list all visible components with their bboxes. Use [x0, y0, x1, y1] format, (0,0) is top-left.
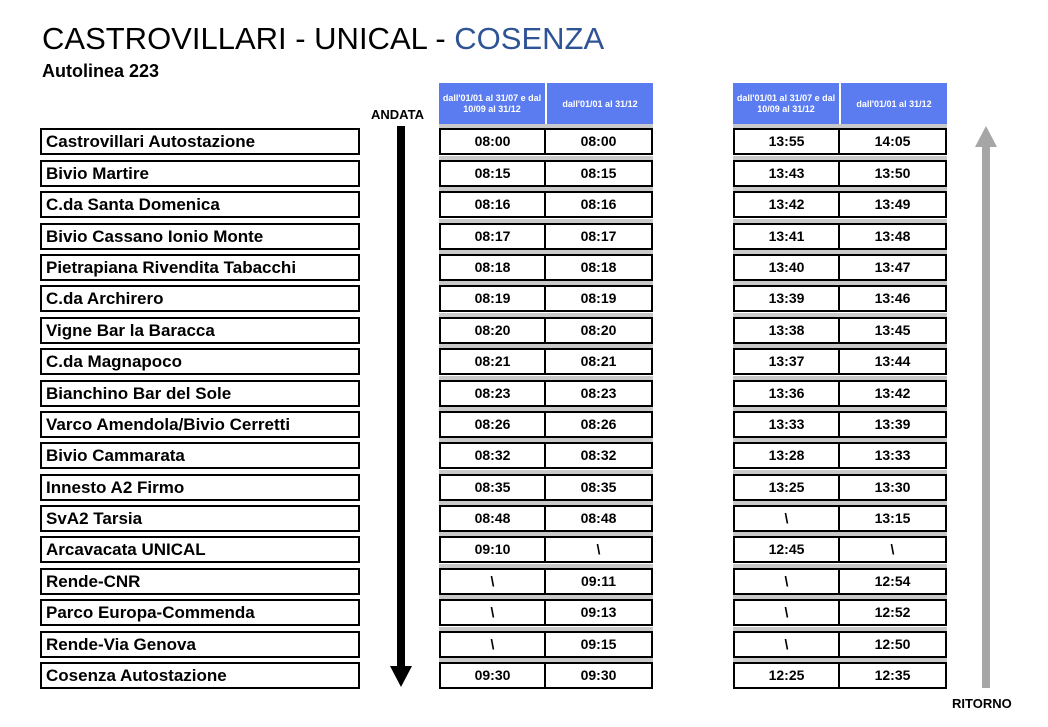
- ritorno-time-cell: 12:35: [840, 662, 947, 689]
- ritorno-time-row: [733, 438, 947, 469]
- ritorno-time-row: [733, 187, 947, 218]
- stop-row: [40, 563, 360, 594]
- andata-time-cell: 08:48: [439, 505, 546, 532]
- andata-time-row: [439, 312, 653, 343]
- stop-name: Castrovillari Autostazione: [40, 128, 360, 155]
- andata-time-cell: 08:48: [546, 505, 653, 532]
- stop-name: Arcavacata UNICAL: [40, 536, 360, 563]
- ritorno-time-cell: 13:37: [733, 348, 840, 375]
- andata-time-cell: \: [439, 599, 546, 626]
- andata-time-cell: 08:35: [546, 474, 653, 501]
- ritorno-time-cell: 12:45: [733, 536, 840, 563]
- stop-row: [40, 218, 360, 249]
- andata-time-row: [439, 218, 653, 249]
- stop-name: Rende-CNR: [40, 568, 360, 595]
- stop-list: [40, 124, 360, 689]
- ritorno-time-cell: 13:46: [840, 285, 947, 312]
- stop-row: [40, 595, 360, 626]
- stop-name: Parco Europa-Commenda: [40, 599, 360, 626]
- ritorno-time-cell: 13:39: [733, 285, 840, 312]
- andata-time-row: [439, 532, 653, 563]
- stop-row: [40, 312, 360, 343]
- stop-name: Pietrapiana Rivendita Tabacchi: [40, 254, 360, 281]
- ritorno-time-row: [733, 501, 947, 532]
- ritorno-time-cell: 13:15: [840, 505, 947, 532]
- andata-time-cell: 08:00: [546, 128, 653, 155]
- ritorno-time-cell: 13:30: [840, 474, 947, 501]
- andata-time-row: [439, 438, 653, 469]
- stop-name: Cosenza Autostazione: [40, 662, 360, 689]
- ritorno-time-row: [733, 469, 947, 500]
- page-title: [42, 20, 604, 58]
- andata-time-row: [439, 250, 653, 281]
- andata-time-cell: 09:13: [546, 599, 653, 626]
- andata-time-cell: 08:32: [439, 442, 546, 469]
- ritorno-header: [733, 83, 947, 125]
- ritorno-time-row: [733, 124, 947, 155]
- stop-row: [40, 124, 360, 155]
- andata-time-cell: 08:18: [439, 254, 546, 281]
- stop-row: [40, 501, 360, 532]
- title-route: CASTROVILLARI - UNICAL -: [42, 21, 455, 56]
- andata-time-cell: 08:17: [439, 223, 546, 250]
- andata-time-cell: 08:17: [546, 223, 653, 250]
- andata-time-cell: 09:10: [439, 536, 546, 563]
- ritorno-time-cell: \: [733, 599, 840, 626]
- stop-name: Bianchino Bar del Sole: [40, 380, 360, 407]
- ritorno-time-cell: 13:33: [733, 411, 840, 438]
- andata-time-cell: 08:00: [439, 128, 546, 155]
- ritorno-label: RITORNO: [952, 696, 1012, 711]
- ritorno-times: [733, 124, 947, 689]
- ritorno-time-row: [733, 626, 947, 657]
- ritorno-time-cell: 13:25: [733, 474, 840, 501]
- ritorno-time-cell: \: [733, 631, 840, 658]
- stop-name: Varco Amendola/Bivio Cerretti: [40, 411, 360, 438]
- ritorno-time-cell: 12:52: [840, 599, 947, 626]
- ritorno-time-cell: 13:55: [733, 128, 840, 155]
- andata-time-cell: 08:20: [546, 317, 653, 344]
- andata-time-cell: \: [439, 631, 546, 658]
- ritorno-time-cell: 13:36: [733, 380, 840, 407]
- andata-time-cell: 08:19: [546, 285, 653, 312]
- stop-row: [40, 407, 360, 438]
- ritorno-time-cell: \: [733, 505, 840, 532]
- stop-name: Bivio Martire: [40, 160, 360, 187]
- ritorno-header-period-1: dall'01/01 al 31/07 e dal 10/09 al 31/12: [733, 83, 839, 125]
- ritorno-time-cell: 13:47: [840, 254, 947, 281]
- stop-row: [40, 469, 360, 500]
- ritorno-time-row: [733, 312, 947, 343]
- andata-time-cell: 08:23: [439, 380, 546, 407]
- andata-time-row: [439, 626, 653, 657]
- ritorno-time-row: [733, 532, 947, 563]
- andata-times: [439, 124, 653, 689]
- ritorno-time-row: [733, 250, 947, 281]
- andata-time-row: [439, 187, 653, 218]
- ritorno-time-cell: 13:49: [840, 191, 947, 218]
- ritorno-time-row: [733, 595, 947, 626]
- andata-time-cell: 09:11: [546, 568, 653, 595]
- ritorno-time-cell: 13:44: [840, 348, 947, 375]
- andata-time-cell: 08:32: [546, 442, 653, 469]
- stop-row: [40, 187, 360, 218]
- ritorno-time-cell: 13:43: [733, 160, 840, 187]
- ritorno-time-cell: 12:54: [840, 568, 947, 595]
- ritorno-time-cell: 13:28: [733, 442, 840, 469]
- ritorno-time-cell: 12:50: [840, 631, 947, 658]
- stop-name: C.da Archirero: [40, 285, 360, 312]
- andata-time-cell: 08:26: [439, 411, 546, 438]
- andata-time-cell: 08:16: [546, 191, 653, 218]
- ritorno-time-cell: 13:38: [733, 317, 840, 344]
- stop-row: [40, 281, 360, 312]
- andata-time-cell: 08:26: [546, 411, 653, 438]
- andata-time-row: [439, 658, 653, 689]
- andata-time-row: [439, 375, 653, 406]
- andata-header-period-1: dall'01/01 al 31/07 e dal 10/09 al 31/12: [439, 83, 545, 125]
- andata-time-cell: 08:21: [546, 348, 653, 375]
- ritorno-time-row: [733, 218, 947, 249]
- ritorno-time-cell: 12:25: [733, 662, 840, 689]
- line-subtitle: Autolinea 223: [42, 61, 160, 81]
- andata-time-cell: 09:30: [546, 662, 653, 689]
- stop-row: [40, 532, 360, 563]
- stop-name: C.da Santa Domenica: [40, 191, 360, 218]
- ritorno-time-cell: 13:42: [840, 380, 947, 407]
- ritorno-time-row: [733, 658, 947, 689]
- andata-time-cell: \: [439, 568, 546, 595]
- stop-row: [40, 626, 360, 657]
- ritorno-header-period-2: dall'01/01 al 31/12: [841, 83, 947, 125]
- stop-name: SvA2 Tarsia: [40, 505, 360, 532]
- andata-time-row: [439, 501, 653, 532]
- andata-time-row: [439, 469, 653, 500]
- stop-row: [40, 375, 360, 406]
- andata-time-cell: 09:30: [439, 662, 546, 689]
- ritorno-time-row: [733, 407, 947, 438]
- andata-time-row: [439, 563, 653, 594]
- ritorno-time-cell: 13:33: [840, 442, 947, 469]
- andata-time-cell: \: [546, 536, 653, 563]
- stop-row: [40, 438, 360, 469]
- andata-arrow-icon: [390, 126, 412, 688]
- andata-time-cell: 08:16: [439, 191, 546, 218]
- andata-time-row: [439, 124, 653, 155]
- andata-header-period-2: dall'01/01 al 31/12: [547, 83, 653, 125]
- stop-name: Bivio Cammarata: [40, 442, 360, 469]
- andata-time-row: [439, 407, 653, 438]
- andata-header: [439, 83, 653, 125]
- andata-time-cell: 08:15: [546, 160, 653, 187]
- andata-label: ANDATA: [371, 107, 424, 122]
- stop-row: [40, 250, 360, 281]
- ritorno-time-row: [733, 155, 947, 186]
- ritorno-time-cell: 14:05: [840, 128, 947, 155]
- ritorno-time-row: [733, 281, 947, 312]
- andata-time-cell: 09:15: [546, 631, 653, 658]
- stop-row: [40, 155, 360, 186]
- ritorno-time-row: [733, 563, 947, 594]
- andata-time-cell: 08:35: [439, 474, 546, 501]
- ritorno-arrow-icon: [975, 126, 997, 688]
- andata-time-row: [439, 155, 653, 186]
- ritorno-time-cell: 13:48: [840, 223, 947, 250]
- stop-name: Innesto A2 Firmo: [40, 474, 360, 501]
- andata-time-cell: 08:20: [439, 317, 546, 344]
- andata-time-row: [439, 281, 653, 312]
- stop-row: [40, 344, 360, 375]
- stop-name: C.da Magnapoco: [40, 348, 360, 375]
- ritorno-time-cell: 13:50: [840, 160, 947, 187]
- ritorno-time-cell: \: [840, 536, 947, 563]
- title-destination: COSENZA: [454, 21, 605, 56]
- andata-time-cell: 08:18: [546, 254, 653, 281]
- ritorno-time-cell: 13:39: [840, 411, 947, 438]
- stop-name: Vigne Bar la Baracca: [40, 317, 360, 344]
- ritorno-time-cell: \: [733, 568, 840, 595]
- stop-name: Rende-Via Genova: [40, 631, 360, 658]
- ritorno-time-cell: 13:42: [733, 191, 840, 218]
- andata-time-cell: 08:21: [439, 348, 546, 375]
- andata-time-row: [439, 595, 653, 626]
- ritorno-time-cell: 13:45: [840, 317, 947, 344]
- stop-name: Bivio Cassano Ionio Monte: [40, 223, 360, 250]
- ritorno-time-cell: 13:40: [733, 254, 840, 281]
- ritorno-time-cell: 13:41: [733, 223, 840, 250]
- ritorno-time-row: [733, 344, 947, 375]
- andata-time-cell: 08:15: [439, 160, 546, 187]
- andata-time-row: [439, 344, 653, 375]
- ritorno-time-row: [733, 375, 947, 406]
- andata-time-cell: 08:23: [546, 380, 653, 407]
- stop-row: [40, 658, 360, 689]
- andata-time-cell: 08:19: [439, 285, 546, 312]
